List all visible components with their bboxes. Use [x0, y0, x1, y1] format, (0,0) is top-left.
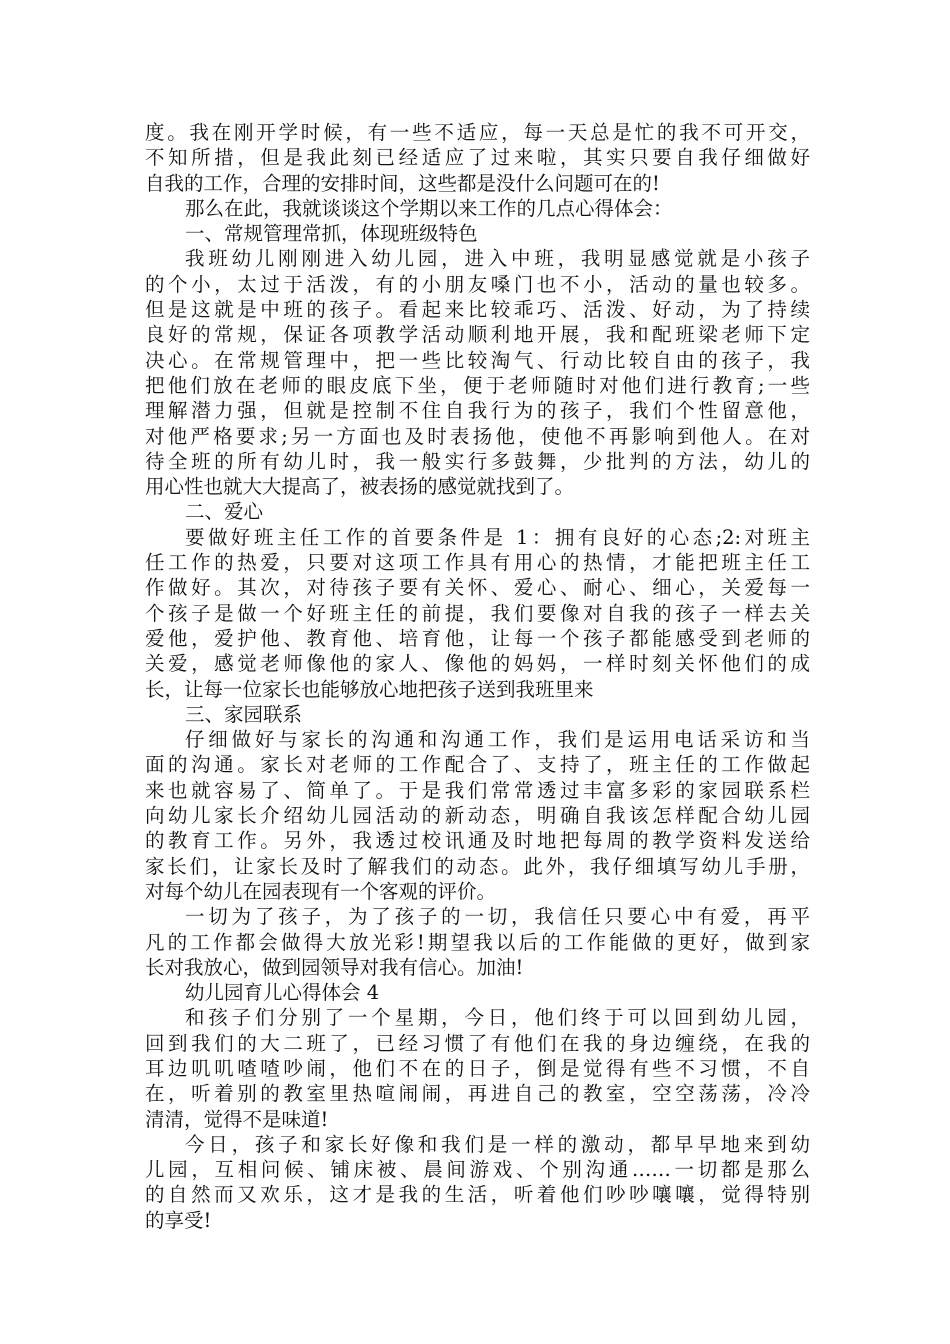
text-line: 任工作的热爱，只要对这项工作具有用心的热情，才能把班主任工 — [145, 551, 810, 575]
text-line: 清清，觉得不是味道! — [145, 1107, 329, 1131]
text-line: 仔细做好与家长的沟通和沟通工作，我们是运用电话采访和当 — [185, 728, 810, 752]
text-line: 三、家园联系 — [185, 702, 303, 726]
text-line: 二、爱心 — [185, 500, 264, 524]
text-line: 要做好班主任工作的首要条件是 1：拥有良好的心态;2:对班主 — [185, 525, 810, 549]
text-line: 对每个幼儿在园表现有一个客观的评价。 — [145, 879, 497, 903]
text-line: 用心性也就大大提高了，被表扬的感觉就找到了。 — [145, 475, 575, 499]
text-line: 家长们，让家长及时了解我们的动态。此外，我仔细填写幼儿手册， — [145, 854, 810, 878]
text-line: 但是这就是中班的孩子。看起来比较乖巧、活泼、好动，为了持续 — [145, 298, 810, 322]
text-line: 个孩子是做一个好班主任的前提，我们要像对自我的孩子一样去关 — [145, 601, 810, 625]
text-line: 向幼儿家长介绍幼儿园活动的新动态，明确自我该怎样配合幼儿园 — [145, 804, 810, 828]
text-line: 对他严格要求;另一方面也及时表扬他，使他不再影响到他人。在对 — [145, 424, 810, 448]
text-line: 今日，孩子和家长好像和我们是一样的激动，都早早地来到幼 — [185, 1132, 810, 1156]
text-line: 爱他，爱护他、教育他、培育他，让每一个孩子都能感受到老师的 — [145, 626, 810, 650]
text-line: 在，听着别的教室里热喧闹闹，再进自己的教室，空空荡荡，冷冷 — [145, 1082, 810, 1106]
text-line: 的教育工作。另外，我透过校讯通及时地把每周的教学资料发送给 — [145, 829, 810, 853]
text-line: 关爱，感觉老师像他的家人、像他的妈妈，一样时刻关怀他们的成 — [145, 652, 810, 676]
text-line: 度。我在刚开学时候，有一些不适应，每一天总是忙的我不可开交， — [145, 121, 810, 144]
text-line: 的享受! — [145, 1208, 212, 1232]
text-line: 我班幼儿刚刚进入幼儿园，进入中班，我明显感觉就是小孩子 — [185, 247, 810, 271]
text-line: 幼儿园育儿心得体会 4 — [185, 981, 380, 1005]
text-line: 决心。在常规管理中，把一些比较淘气、行动比较自由的孩子，我 — [145, 348, 810, 372]
document-body — [145, 120, 810, 1233]
text-line: 的个小，太过于活泼，有的小朋友嗓门也不小，活动的量也较多。 — [145, 272, 810, 296]
text-line: 把他们放在老师的眼皮底下坐，便于老师随时对他们进行教育;一些 — [145, 373, 810, 397]
text-line: 的自然而又欢乐，这才是我的生活，听着他们吵吵嚷嚷，觉得特别 — [145, 1183, 810, 1207]
text-line: 长，让每一位家长也能够放心地把孩子送到我班里来 — [145, 677, 594, 701]
text-line: 和孩子们分别了一个星期，今日，他们终于可以回到幼儿园， — [185, 1006, 810, 1030]
text-line: 那么在此，我就谈谈这个学期以来工作的几点心得体会： — [185, 196, 673, 220]
text-line: 回到我们的大二班了，已经习惯了有他们在我的身边缠绕，在我的 — [145, 1031, 810, 1055]
text-line: 良好的常规，保证各项教学活动顺利地开展，我和配班梁老师下定 — [145, 323, 810, 347]
text-line: 面的沟通。家长对老师的工作配合了、支持了，班主任的工作做起 — [145, 753, 810, 777]
text-line: 凡的工作都会做得大放光彩!期望我以后的工作能做的更好，做到家 — [145, 930, 810, 954]
text-line: 耳边叽叽喳喳吵闹，他们不在的日子，倒是觉得有些不习惯，不自 — [145, 1056, 810, 1080]
text-line: 不知所措，但是我此刻已经适应了过来啦，其实只要自我仔细做好 — [145, 146, 810, 170]
text-line: 自我的工作，合理的安排时间，这些都是没什么问题可在的! — [145, 171, 660, 195]
text-line: 一切为了孩子，为了孩子的一切，我信任只要心中有爱，再平 — [185, 905, 810, 929]
text-line: 来也就容易了、简单了。于是我们常常透过丰富多彩的家园联系栏 — [145, 778, 810, 802]
text-line: 待全班的所有幼儿时，我一般实行多鼓舞，少批判的方法，幼儿的 — [145, 449, 810, 473]
text-line: 儿园，互相问候、铺床被、晨间游戏、个别沟通……一切都是那么 — [145, 1158, 810, 1182]
text-line: 作做好。其次，对待孩子要有关怀、爱心、耐心、细心，关爱每一 — [145, 576, 810, 600]
text-line: 一、常规管理常抓，体现班级特色 — [185, 222, 478, 246]
text-line: 理解潜力强，但就是控制不住自我行为的孩子，我们个性留意他， — [145, 399, 810, 423]
text-line: 长对我放心，做到园领导对我有信心。加油! — [145, 955, 524, 979]
